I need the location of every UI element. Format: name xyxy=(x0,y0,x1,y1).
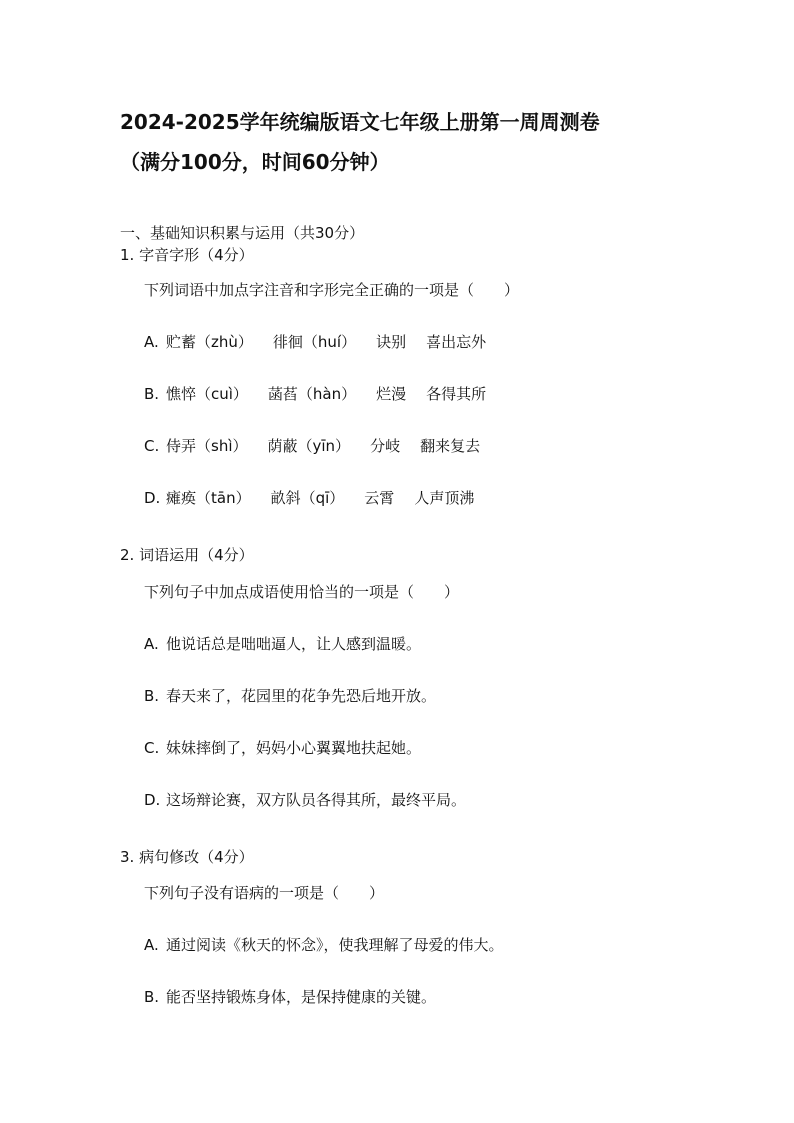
question-2-prompt: 下列句子中加点成语使用恰当的一项是（ ） xyxy=(144,583,460,601)
option-label: B. xyxy=(144,687,160,705)
option-label: A. xyxy=(144,333,159,351)
option-word: 烂漫 xyxy=(376,385,407,403)
option-label: A. xyxy=(144,635,159,653)
question-3-prompt: 下列句子没有语病的一项是（ ） xyxy=(144,884,385,902)
exam-title: 2024-2025学年统编版语文七年级上册第一周周测卷 xyxy=(120,110,600,134)
option-word: 畝斜（qī） xyxy=(270,489,345,507)
option-text: 妹妹摔倒了，妈妈小心翼翼地扶起她。 xyxy=(166,739,422,757)
question-2-option-a xyxy=(144,633,421,654)
question-2-option-d xyxy=(144,789,466,810)
option-label: B. xyxy=(144,385,160,403)
option-text: 春天来了，花园里的花争先恐后地开放。 xyxy=(166,687,437,705)
option-word: 荫蔽（yīn） xyxy=(267,437,351,455)
option-word: 人声顶沸 xyxy=(414,489,475,507)
option-word: 各得其所 xyxy=(426,385,487,403)
question-1-option-c xyxy=(144,435,480,456)
option-word: 徘徊（huí） xyxy=(272,333,357,351)
option-label: C. xyxy=(144,437,160,455)
option-label: D. xyxy=(144,489,161,507)
option-word: 憔悴（cuì） xyxy=(166,385,248,403)
option-text: 他说话总是咄咄逼人，让人感到温暖。 xyxy=(166,635,422,653)
option-label: D. xyxy=(144,791,161,809)
option-word: 翻来复去 xyxy=(420,437,481,455)
exam-subtitle: （满分100分，时间60分钟） xyxy=(120,150,390,174)
option-word: 菡萏（hàn） xyxy=(267,385,357,403)
question-2-option-c xyxy=(144,737,421,758)
option-word: 贮蓄（zhù） xyxy=(166,333,253,351)
question-3-heading: 3. 病句修改（4分） xyxy=(120,848,254,866)
question-1-option-a xyxy=(144,331,486,352)
option-word: 诀别 xyxy=(376,333,407,351)
section-heading: 一、基础知识积累与运用（共30分） xyxy=(120,224,365,242)
question-3-option-a xyxy=(144,934,504,955)
question-1-option-d xyxy=(144,487,474,508)
question-2-heading: 2. 词语运用（4分） xyxy=(120,546,254,564)
question-1-option-b xyxy=(144,383,486,404)
option-label: B. xyxy=(144,988,160,1006)
option-text: 这场辩论赛，双方队员各得其所，最终平局。 xyxy=(166,791,467,809)
option-label: C. xyxy=(144,739,160,757)
option-word: 瘫痪（tān） xyxy=(166,489,251,507)
question-2-option-b xyxy=(144,685,436,706)
question-1-heading: 1. 字音字形（4分） xyxy=(120,246,254,264)
option-word: 云霄 xyxy=(364,489,395,507)
option-word: 喜出忘外 xyxy=(426,333,487,351)
option-text: 通过阅读《秋天的怀念》，使我理解了母爱的伟大。 xyxy=(166,936,504,954)
question-3-option-b xyxy=(144,986,436,1007)
option-word: 分岐 xyxy=(370,437,401,455)
question-1-prompt: 下列词语中加点字注音和字形完全正确的一项是（ ） xyxy=(144,281,520,299)
option-label: A. xyxy=(144,936,159,954)
option-word: 侍弄（shì） xyxy=(166,437,248,455)
option-text: 能否坚持锻炼身体，是保持健康的关键。 xyxy=(166,988,437,1006)
